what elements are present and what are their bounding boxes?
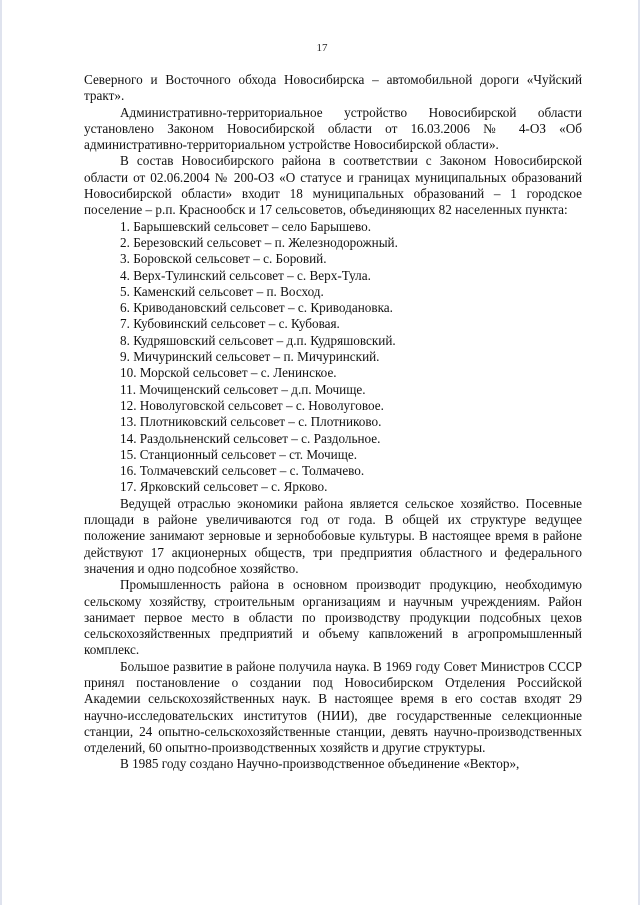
list-item: 2. Березовский сельсовет – п. Железнодорожный. — [120, 234, 398, 250]
document-body — [84, 72, 582, 773]
list-item: 9. Мичуринский сельсовет – п. Мичуринский. — [120, 349, 380, 365]
page-number: 17 — [316, 42, 328, 54]
list-item: 14. Раздольненский сельсовет – с. Раздольное. — [120, 430, 381, 446]
paragraph-vector: В 1985 году создано Научно-производственное объединение «Вектор», — [120, 756, 520, 772]
list-item: 4. Верх-Тулинский сельсовет – с. Верх-Тула. — [120, 267, 371, 283]
paragraph-admin-structure: Административно-территориальное устройство Новосибирской области установлено Законом Новосибирской области от 16.03.2006 № 4-ОЗ «Об административно-территориальном устройстве Новосибирской области». — [84, 104, 582, 153]
paragraph-science: Большое развитие в районе получила наука. В 1969 году Совет Министров СССР принял постановление о создании под Новосибирском Отделения Российской Академии сельскохозяйственных наук. В настоящее время в его состав входят 29 научно-исследовательских институтов (НИИ), две государственные селекционные станции, 24 опытно-сельскохозяйственные станции, девять научно-производственных отделений, 60 опытно-производственных хозяйств и другие структуры. — [84, 658, 582, 756]
list-item: 5. Каменский сельсовет – п. Восход. — [120, 283, 324, 299]
list-item: 10. Морской сельсовет – с. Ленинское. — [120, 365, 337, 381]
paragraph-district-composition: В состав Новосибирского района в соответствии с Законом Новосибирской области от 02.06.2004 № 200-ОЗ «О статусе и границах муниципальных образований Новосибирской области» входит 18 муниципальных образований – 1 городское поселение – р.п. Краснообск и 17 сельсоветов, объединяющих 82 населенных пункта: — [84, 153, 582, 218]
list-item: 3. Боровской сельсовет – с. Боровий. — [120, 251, 327, 267]
list-item: 6. Криводановский сельсовет – с. Криводановка. — [120, 300, 393, 316]
list-item: 17. Ярковский сельсовет – с. Ярково. — [120, 479, 328, 495]
list-item: 15. Станционный сельсовет – ст. Мочище. — [120, 446, 358, 462]
list-item: 11. Мочищенский сельсовет – д.п. Мочище. — [120, 381, 366, 397]
settlement-list — [84, 219, 582, 496]
paragraph-agriculture: Ведущей отраслью экономики района является сельское хозяйство. Посевные площади в районе увеличиваются год от года. В общей их структуре ведущее положение занимают зерновые и зернобобовые культуры. В настоящее время в районе действуют 17 акционерных обществ, три предприятия областного и федерального значения и одно подсобное хозяйство. — [84, 495, 582, 576]
list-item: 16. Толмачевский сельсовет – с. Толмачево. — [120, 463, 365, 479]
list-item: 13. Плотниковский сельсовет – с. Плотниково. — [120, 414, 382, 430]
paragraph-continued: Северного и Восточного обхода Новосибирска – автомобильной дороги «Чуйский тракт». — [84, 72, 582, 104]
list-item: 1. Барышевский сельсовет – село Барышево. — [120, 218, 372, 234]
list-item: 12. Новолуговской сельсовет – с. Новолуговое. — [120, 397, 384, 413]
paragraph-industry: Промышленность района в основном производит продукцию, необходимую сельскому хозяйству, строительным организациям и научным учреждениям. Район занимает первое место в области по производству продукции подсобных цехов сельскохозяйственных предприятий и объему капвложений в агропромышленный комплекс. — [84, 577, 582, 658]
list-item: 7. Кубовинский сельсовет – с. Кубовая. — [120, 316, 340, 332]
list-item: 8. Кудряшовский сельсовет – д.п. Кудряшовский. — [120, 332, 396, 348]
